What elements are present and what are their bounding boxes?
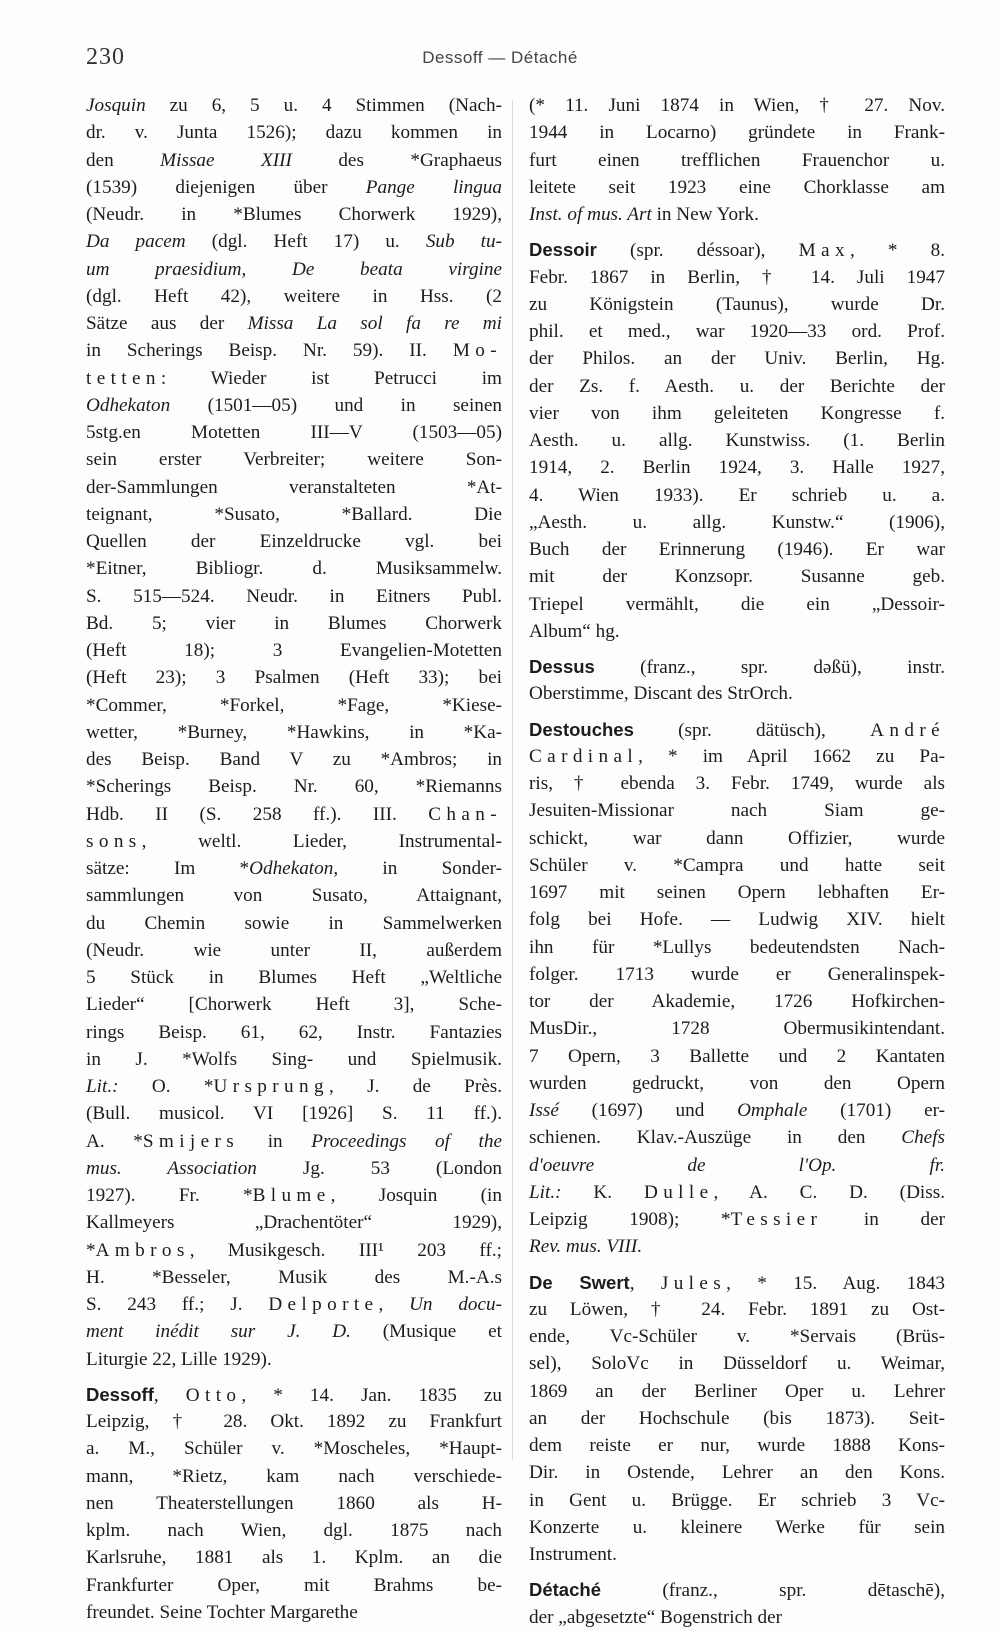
text-line [86,1346,502,1373]
text-run: phil. et med., war 1920—33 ord. Prof. [529,321,945,342]
text-line [86,1408,502,1435]
text-run: „Aesth. u. allg. Kunstw.“ (1906), [529,511,945,533]
text-line [86,610,502,637]
text-run: den [86,149,161,171]
text-run: ris, † ebenda 3. Febr. 1749, wurde als [529,773,945,794]
text-line [86,664,502,691]
text-line [86,474,502,501]
text-run: , * 15. Aug. 1843 [726,1272,946,1294]
text-line [529,236,945,263]
text-run: 1869 an der Berliner Oper u. Lehrer [529,1380,945,1402]
italic-run: Chefs [901,1127,945,1149]
text-run: Sätze aus der [86,313,248,334]
text-line [529,174,945,201]
text-run: , J. de Près. [328,1076,503,1097]
text-run: Leipzig 1908); * [529,1209,731,1230]
spaced-run: sons [86,830,142,852]
text-run: (1501—05) und in seinen [170,394,502,416]
text-run: zu Löwen, † 24. Febr. 1891 zu Ost- [529,1298,945,1320]
text-line [86,746,502,773]
italic-run: Issé [529,1100,559,1121]
text-run: der Zs. f. Aesth. u. der Berichte der [529,375,945,397]
text-line [86,419,502,446]
text-line [86,337,502,364]
right-column [529,92,945,1631]
text-run: (franz., spr. dētaschē), [600,1580,945,1602]
text-line [86,1182,502,1209]
text-line [529,825,945,852]
spaced-run: Ursprung [213,1076,329,1097]
text-line [529,1206,945,1233]
spaced-run: Mo- [452,340,502,362]
italic-run: Un docu- [409,1294,503,1315]
text-run: Schüler v. *Campra und hatte seit [529,854,945,876]
italic-run: Odhekaton [249,858,334,879]
text-line [529,92,945,119]
italic-run: ment inédit sur J. D. [86,1321,351,1343]
text-line [86,855,502,882]
text-run: Hdb. II (S. 258 ff.). III. [86,803,429,825]
text-run: Liturgie 22, Lille 1929). [86,1348,272,1370]
text-run: in J. *Wolfs Sing- und Spielmusik. [86,1048,502,1070]
text-run: *Eitner, Bibliogr. d. Musiksammelw. [86,558,502,580]
text-run: 1697 mit seinen Opern lebhaften Er- [529,882,945,903]
text-line [86,1264,502,1291]
text-run: (franz., spr. dəßü), instr. [594,657,945,678]
text-line [529,1378,945,1405]
italic-run: Missae XIII [160,149,292,171]
text-run: (Heft 23); 3 Psalmen (Heft 33); bei [86,667,502,689]
entry-headword: Dessus [529,656,595,677]
text-run: Bd. 5; vier in Blumes Chorwerk [86,612,502,634]
italic-run: Odhekaton [86,394,171,416]
entry-gap [529,228,945,236]
entry-gap [86,1373,502,1381]
text-line [529,988,945,1015]
text-run: (Heft 18); 3 Evangelien-Motetten [86,640,502,661]
text-run: freundet. Seine Tochter Margarethe [86,1601,358,1623]
text-line [529,1514,945,1541]
page-header [86,44,914,76]
text-run: Dir. in Ostende, Lehrer an den Kons. [529,1462,945,1484]
text-line [529,345,945,372]
text-run: (1701) er- [807,1100,945,1121]
text-run: Leipzig, † 28. Okt. 1892 zu Frankfurt [86,1411,502,1432]
text-run: *Scherings Beisp. Nr. 60, *Riemanns [86,776,502,798]
spaced-run: Blume [252,1185,331,1206]
entry-gap [529,708,945,716]
italic-run: Proceedings of the [311,1130,502,1152]
spaced-run: Chan- [428,803,502,825]
italic-run: Lit.: [86,1076,119,1097]
text-run: zu Königstein (Taunus), wurde Dr. [529,293,945,315]
text-run: , Josquin (in [330,1185,502,1206]
text-line [86,283,502,310]
text-line [529,264,945,291]
text-line [529,1179,945,1206]
text-run: H. *Besseler, Musik des M.-A.s [86,1266,502,1288]
italic-run: Inst. of mus. Art [529,204,652,225]
text-run: in New York. [651,204,759,225]
text-line [86,1318,502,1345]
text-run: , Musikgesch. III¹ 203 ff.; [189,1239,502,1261]
text-line [529,680,945,707]
text-run: wurden gedruckt, von den Opern [529,1072,945,1094]
entry-headword: De Swert [529,1271,630,1293]
text-line [86,991,502,1018]
text-run: kplm. nach Wien, dgl. 1875 nach [86,1520,502,1541]
text-line [86,1463,502,1490]
text-run: sätze: Im * [86,858,250,879]
text-run: , [378,1294,410,1315]
text-line [529,1124,945,1151]
spaced-run: Otto [185,1384,242,1406]
text-line [529,797,945,824]
text-run: Instrument. [529,1544,617,1565]
text-run: S. 243 ff.; J. [86,1294,269,1315]
text-run: Lieder“ [Chorwerk Heft 3], Sche- [86,994,502,1016]
text-run: K. [561,1181,644,1203]
spaced-run: Cardinal [529,745,639,767]
spaced-run: Max [798,240,850,262]
text-run: (* 11. Juni 1874 in Wien, † 27. Nov. [529,95,945,116]
text-run: mit der Konzsopr. Susanne geb. [529,566,945,588]
text-line [529,147,945,174]
text-line [86,773,502,800]
text-run: der Philos. an der Univ. Berlin, Hg. [529,348,945,370]
text-line [86,228,502,255]
text-line [86,1128,502,1155]
text-line [86,392,502,419]
text-line [529,373,945,400]
text-line [86,937,502,964]
text-line [86,964,502,991]
text-run: , * 14. Jan. 1835 zu [241,1384,503,1406]
text-run: sein erster Verbreiter; weitere Son- [86,449,502,471]
entry-gap [529,1261,945,1269]
spaced-run: Smijers [142,1130,240,1152]
text-run: furt einen trefflichen Frauenchor u. [529,149,945,171]
text-line [529,1070,945,1097]
text-line [86,1572,502,1599]
text-run: Frankfurter Oper, mit Brahms be- [86,1574,502,1596]
text-line [529,427,945,454]
text-line [86,1073,502,1100]
entry-headword: Dessoir [529,239,597,261]
text-run: Konzerte u. kleinere Werke für sein [529,1516,945,1538]
text-line [529,1152,945,1179]
text-line [86,1599,502,1626]
text-run: S. 515—524. Neudr. in Eitners Publ. [86,585,502,607]
text-run: Quellen der Einzeldrucke vgl. bei [86,531,502,552]
text-line [86,555,502,582]
text-line [529,318,945,345]
text-run: (Neudr. in *Blumes Chorwerk 1929), [86,204,502,225]
text-run: folger. 1713 wurde er Generalinspek- [529,963,945,985]
text-line [529,852,945,879]
text-run: *Commer, *Forkel, *Fage, *Kiese- [86,694,502,716]
text-line [86,256,502,283]
text-run: nen Theaterstellungen 1860 als H- [86,1492,502,1514]
italic-run: Pange lingua [365,176,502,198]
text-line [86,1155,502,1182]
text-line [86,801,502,828]
text-line [529,1097,945,1124]
text-line [86,446,502,473]
text-line [529,1269,945,1296]
text-run: , * im April 1662 zu Pa- [638,745,945,767]
text-run: (spr. déssoar), [596,240,799,262]
italic-run: Sub tu- [425,231,502,253]
text-line [86,1490,502,1517]
text-run: in Gent u. Brügge. Er schrieb 3 Vc- [529,1489,945,1511]
text-line [86,119,502,146]
text-run: , * 8. [849,240,946,262]
text-line [529,119,945,146]
text-run: ihn für *Lullys bedeutendsten Nach- [529,936,945,958]
text-run: Karlsruhe, 1881 als 1. Kplm. an die [86,1547,502,1569]
text-run: Triepel vermählt, die ein „Dessoir- [529,593,945,615]
text-run: , in Sonder- [333,858,502,879]
text-run: (1539) diejenigen über [86,176,366,198]
text-line [86,501,502,528]
text-line [86,583,502,610]
text-line [86,310,502,337]
text-line [529,201,945,228]
text-line [86,1291,502,1318]
text-line [529,618,945,645]
text-line [86,1237,502,1264]
text-line [86,692,502,719]
text-line [86,1517,502,1544]
text-run: 4. Wien 1933). Er schrieb u. a. [529,484,945,506]
text-line [529,1015,945,1042]
text-line [86,828,502,855]
text-run: 5 Stück in Blumes Heft „Weltliche [86,967,502,988]
italic-run: Da pacem [86,231,186,253]
text-line [86,174,502,201]
text-run: in [239,1130,312,1152]
text-line [529,482,945,509]
text-run: sammlungen von Susato, Attaignant, [86,885,502,907]
text-line [529,906,945,933]
spaced-run: Dulle [643,1181,714,1203]
text-run: 1927). Fr. * [86,1185,253,1206]
text-line [529,770,945,797]
text-run: Febr. 1867 in Berlin, † 14. Juli 1947 [529,266,945,288]
text-run: rings Beisp. 61, 62, Instr. Fantazies [86,1021,502,1043]
text-run: du Chemin sowie in Sammelwerken [86,912,502,934]
text-run: dem reiste er nur, wurde 1888 Kons- [529,1435,945,1456]
text-line [529,509,945,536]
entry-gap [529,645,945,653]
text-run: folg bei Hofe. — Ludwig XIV. hielt [529,909,945,931]
text-run: 7 Opern, 3 Ballette und 2 Kantaten [529,1045,945,1067]
text-line [86,201,502,228]
spaced-run: Tessier [730,1209,823,1230]
spaced-run: tetten [86,367,161,389]
text-run: 1944 in Locarno) gründete in Frank- [529,122,945,144]
text-line [529,1459,945,1486]
text-line [529,961,945,988]
text-run: Jg. 53 (London [256,1157,503,1179]
text-line [86,1209,502,1236]
spaced-run: Jules [660,1272,727,1294]
italic-run: d'oeuvre de l'Op. fr. [529,1154,945,1176]
column-divider [512,100,513,1460]
text-run: (1697) und [558,1100,738,1121]
text-line [86,1435,502,1462]
text-run: Oberstimme, Discant des StrOrch. [529,683,793,705]
entry-gap [529,1568,945,1576]
text-run: Aesth. u. allg. Kunstwiss. (1. Berlin [529,430,945,451]
page-number: 230 [86,44,125,70]
text-run: , [629,1272,661,1294]
text-run: , [153,1384,186,1406]
spaced-run: André [870,719,945,741]
text-line [86,1381,502,1408]
text-run: tor der Akademie, 1726 Hofkirchen- [529,991,945,1012]
text-line [529,291,945,318]
text-run: A. * [86,1130,143,1152]
text-line [529,400,945,427]
text-line [529,1604,945,1631]
text-run: 5stg.en Motetten III—V (1503—05) [86,422,502,443]
text-line [529,1043,945,1070]
text-run: (spr. dätüsch), [633,719,871,741]
spaced-run: Delporte [268,1294,379,1315]
text-line [529,1576,945,1603]
text-run: , A. C. D. (Diss. [713,1181,945,1203]
text-run: 1914, 2. Berlin 1924, 3. Halle 1927, [529,457,945,479]
entry-headword: Destouches [529,718,634,740]
text-line [86,1019,502,1046]
text-run: sel), SoloVc in Düsseldorf u. Weimar, [529,1353,945,1375]
text-run: , weltl. Lieder, Instrumental- [141,830,502,852]
text-run: Buch der Erinnerung (1946). Er war [529,539,945,560]
text-line [529,454,945,481]
text-line [86,365,502,392]
text-run: * [86,1239,96,1261]
text-line [86,528,502,555]
text-run: der-Sammlungen veranstalteten *At- [86,476,502,498]
text-line [86,882,502,909]
italic-run: Missa La sol fa re mi [247,313,502,334]
italic-run: Omphale [737,1100,808,1121]
italic-run: mus. Association [86,1157,257,1179]
text-line [529,1296,945,1323]
text-run: des Beisp. Band V zu *Ambros; in [86,749,502,770]
text-run: (Musique et [350,1321,502,1343]
entry-headword: Dessoff [86,1383,154,1405]
text-line [529,1350,945,1377]
running-head: Dessoff — Détaché [422,48,578,67]
text-run: MusDir., 1728 Obermusikintendant. [529,1018,945,1040]
text-line [529,591,945,618]
text-run: des *Graphaeus [291,149,502,171]
text-run: a. M., Schüler v. *Moscheles, *Haupt- [86,1438,502,1460]
text-run: leitete seit 1923 eine Chorklasse am [529,176,945,198]
text-run: (dgl. Heft 42), weitere in Hss. (2 [86,285,502,307]
text-run: vier von ihm geleiteten Kongresse f. [529,402,945,424]
text-line [86,637,502,664]
text-line [529,653,945,680]
text-run: der „abgesetzte“ Bogenstrich der [529,1606,783,1628]
text-run: in Scherings Beisp. Nr. 59). II. [86,340,453,362]
text-run: ende, Vc-Schüler v. *Servais (Brüs- [529,1326,945,1347]
italic-run: Rev. mus. VIII. [529,1236,643,1258]
text-line [86,92,502,119]
text-run: Album“ hg. [529,620,620,642]
text-line [86,1544,502,1571]
text-run: : Wieder ist Petrucci im [160,367,502,389]
text-run: (Bull. musicol. VI [1926] S. 11 ff.). [86,1103,502,1125]
text-run: schickt, war dann Offizier, wurde [529,827,945,849]
text-line [529,1432,945,1459]
text-run: Kallmeyers „Drachentöter“ 1929), [86,1212,502,1234]
italic-run: Josquin [86,95,146,116]
text-line [86,719,502,746]
text-run: (Neudr. wie unter II, außerdem [86,939,502,961]
text-run: zu 6, 5 u. 4 Stimmen (Nach- [145,95,502,116]
text-line [529,716,945,743]
text-run: dr. v. Junta 1526); dazu kommen in [86,122,502,144]
text-line [86,1046,502,1073]
text-run: (dgl. Heft 17) u. [185,231,426,253]
text-line [529,1233,945,1260]
text-line [86,147,502,174]
text-line [529,563,945,590]
text-run: teignant, *Susato, *Ballard. Die [86,503,502,525]
left-column [86,92,502,1626]
text-line [529,1541,945,1568]
text-run: Jesuiten-Missionar nach Siam ge- [529,800,945,822]
text-line [529,934,945,961]
text-run: wetter, *Burney, *Hawkins, in *Ka- [86,721,502,743]
text-line [86,910,502,937]
text-line [529,879,945,906]
spaced-run: Ambros [95,1239,190,1261]
text-line [86,1100,502,1127]
text-run: O. * [118,1076,214,1097]
text-run: an der Hochschule (bis 1873). Seit- [529,1407,945,1429]
text-run: in der [822,1209,945,1230]
entry-headword: Détaché [529,1579,601,1601]
text-run: schienen. Klav.-Auszüge in den [529,1127,902,1149]
text-run: mann, *Rietz, kam nach verschiede- [86,1465,502,1487]
text-line [529,1487,945,1514]
text-line [529,1405,945,1432]
text-line [529,1323,945,1350]
italic-run: um praesidium, De beata virgine [86,258,502,280]
text-line [529,536,945,563]
text-line [529,743,945,770]
italic-run: Lit.: [529,1181,562,1203]
